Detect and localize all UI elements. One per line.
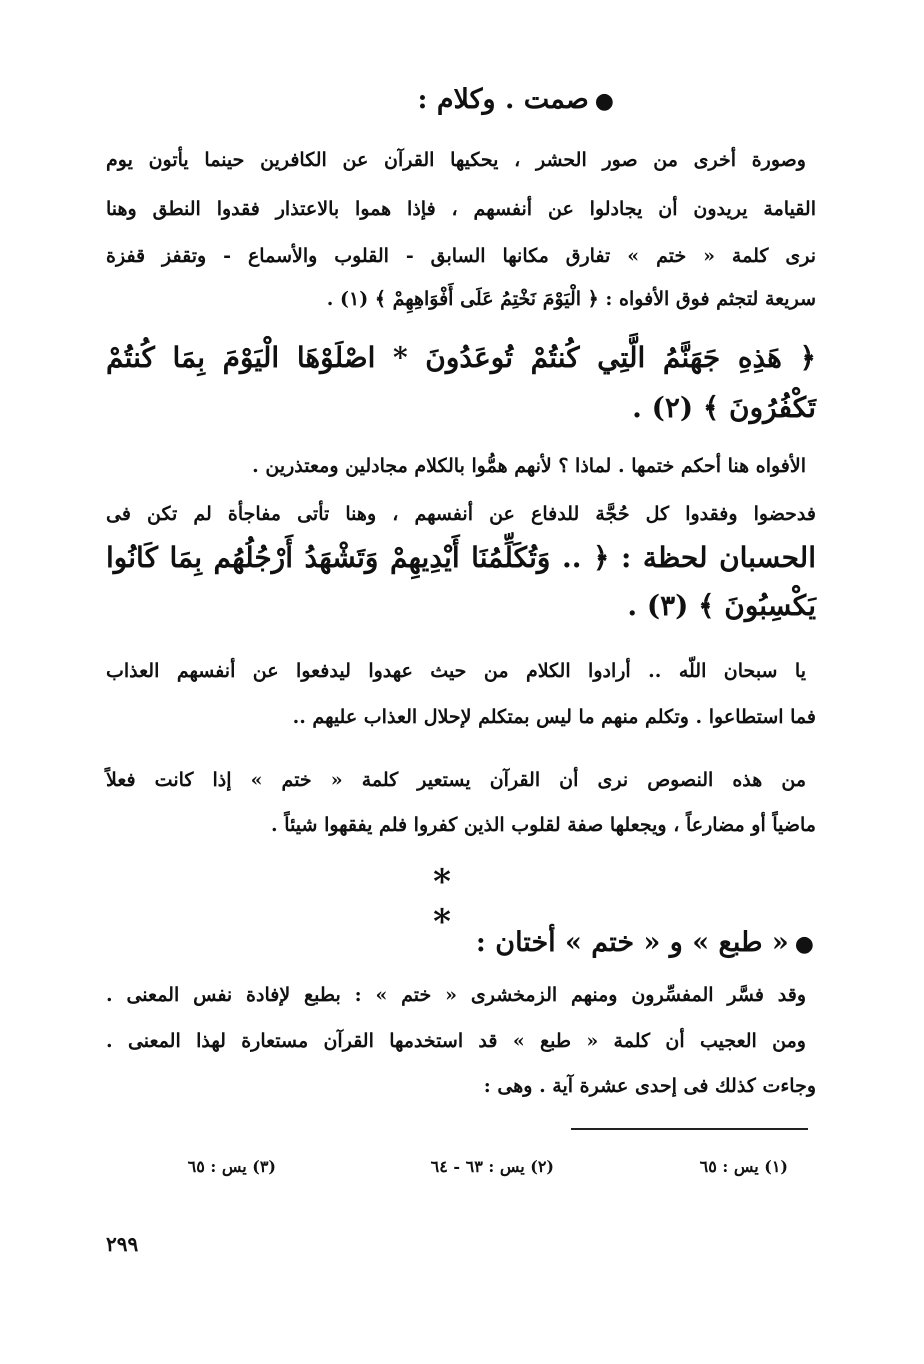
text-line: نرى كلمة « ختم » تفارق مكانها السابق - القلوب والأسماع - وتقفز قفزة xyxy=(106,245,816,267)
section-heading-1 xyxy=(417,86,614,113)
footnote-divider xyxy=(571,1128,808,1130)
section-heading-2-text: « طبع » و « ختم » أختان : xyxy=(475,927,789,958)
text-line: سريعة لتجثم فوق الأفواه : ﴿ الْيَوْمَ نَخْتِمُ عَلَى أَفْوَاهِهِمْ ﴾ (١) . xyxy=(326,288,816,310)
quran-verse-line: تَكْفُرُونَ ﴾ (٢) . xyxy=(632,391,816,424)
text-line: الأفواه هنا أحكم ختمها . لماذا ؟ لأنهم همُّوا بالكلام مجادلين ومعتذرين . xyxy=(252,455,806,477)
text-line: ومن العجيب أن كلمة « طبع » قد استخدمها القرآن مستعارة لهذا المعنى . xyxy=(106,1030,806,1052)
quran-verse-line: ﴿ هَذِهِ جَهَنَّمُ الَّتِي كُنتُمْ تُوعَدُونَ * اصْلَوْهَا الْيَوْمَ بِمَا كُنتُمْ xyxy=(106,341,816,374)
section-heading-1-text: صمت . وكلام : xyxy=(417,84,589,115)
quran-verse-line: يَكْسِبُونَ ﴾ (٣) . xyxy=(627,589,816,622)
text-line: القيامة يريدون أن يجادلوا عن أنفسهم ، فإذا هموا بالاعتذار فقدوا النطق وهنا xyxy=(106,198,816,220)
page-number: ٢٩٩ xyxy=(106,1232,139,1256)
text-line: وصورة أخرى من صور الحشر ، يحكيها القرآن عن الكافرين حينما يأتون يوم xyxy=(106,149,806,171)
text-line-with-verse: الحسبان لحظة : ﴿ .. وَتُكَلِّمُنَا أَيْدِيهِمْ وَتَشْهَدُ أَرْجُلُهُم بِمَا كَانُوا xyxy=(106,541,816,574)
text-line: ماضياً أو مضارعاً ، ويجعلها صفة لقلوب الذين كفروا فلم يفقهوا شيئاً . xyxy=(271,814,816,836)
section-heading-2 xyxy=(476,929,814,956)
text-line: فدحضوا وفقدوا كل حُجَّة للدفاع عن أنفسهم ، وهنا تأتى مفاجأة لم تكن فى xyxy=(106,503,816,525)
text-line: من هذه النصوص نرى أن القرآن يستعير كلمة « ختم » إذا كانت فعلاً xyxy=(106,769,806,791)
footnote-2: (٢) يس : ٦٣ - ٦٤ xyxy=(430,1157,554,1176)
footnote-3: (٣) يس : ٦٥ xyxy=(187,1157,276,1176)
text-line: يا سبحان اللّه .. أرادوا الكلام من حيث عهدوا ليدفعوا عن أنفسهم العذاب xyxy=(106,660,806,682)
bullet-icon: ● xyxy=(794,931,814,957)
bullet-icon: ● xyxy=(594,88,614,114)
text-line: وقد فسَّر المفسِّرون ومنهم الزمخشرى « ختم » : بطبع لإفادة نفس المعنى . xyxy=(106,984,806,1006)
text-line: وجاءت كذلك فى إحدى عشرة آية . وهى : xyxy=(483,1075,816,1097)
text-line: فما استطاعوا . وتكلم منهم ما ليس بمتكلم لإحلال العذاب عليهم .. xyxy=(292,706,816,728)
footnote-1: (١) يس : ٦٥ xyxy=(699,1157,788,1176)
section-separator: * * xyxy=(433,862,487,942)
